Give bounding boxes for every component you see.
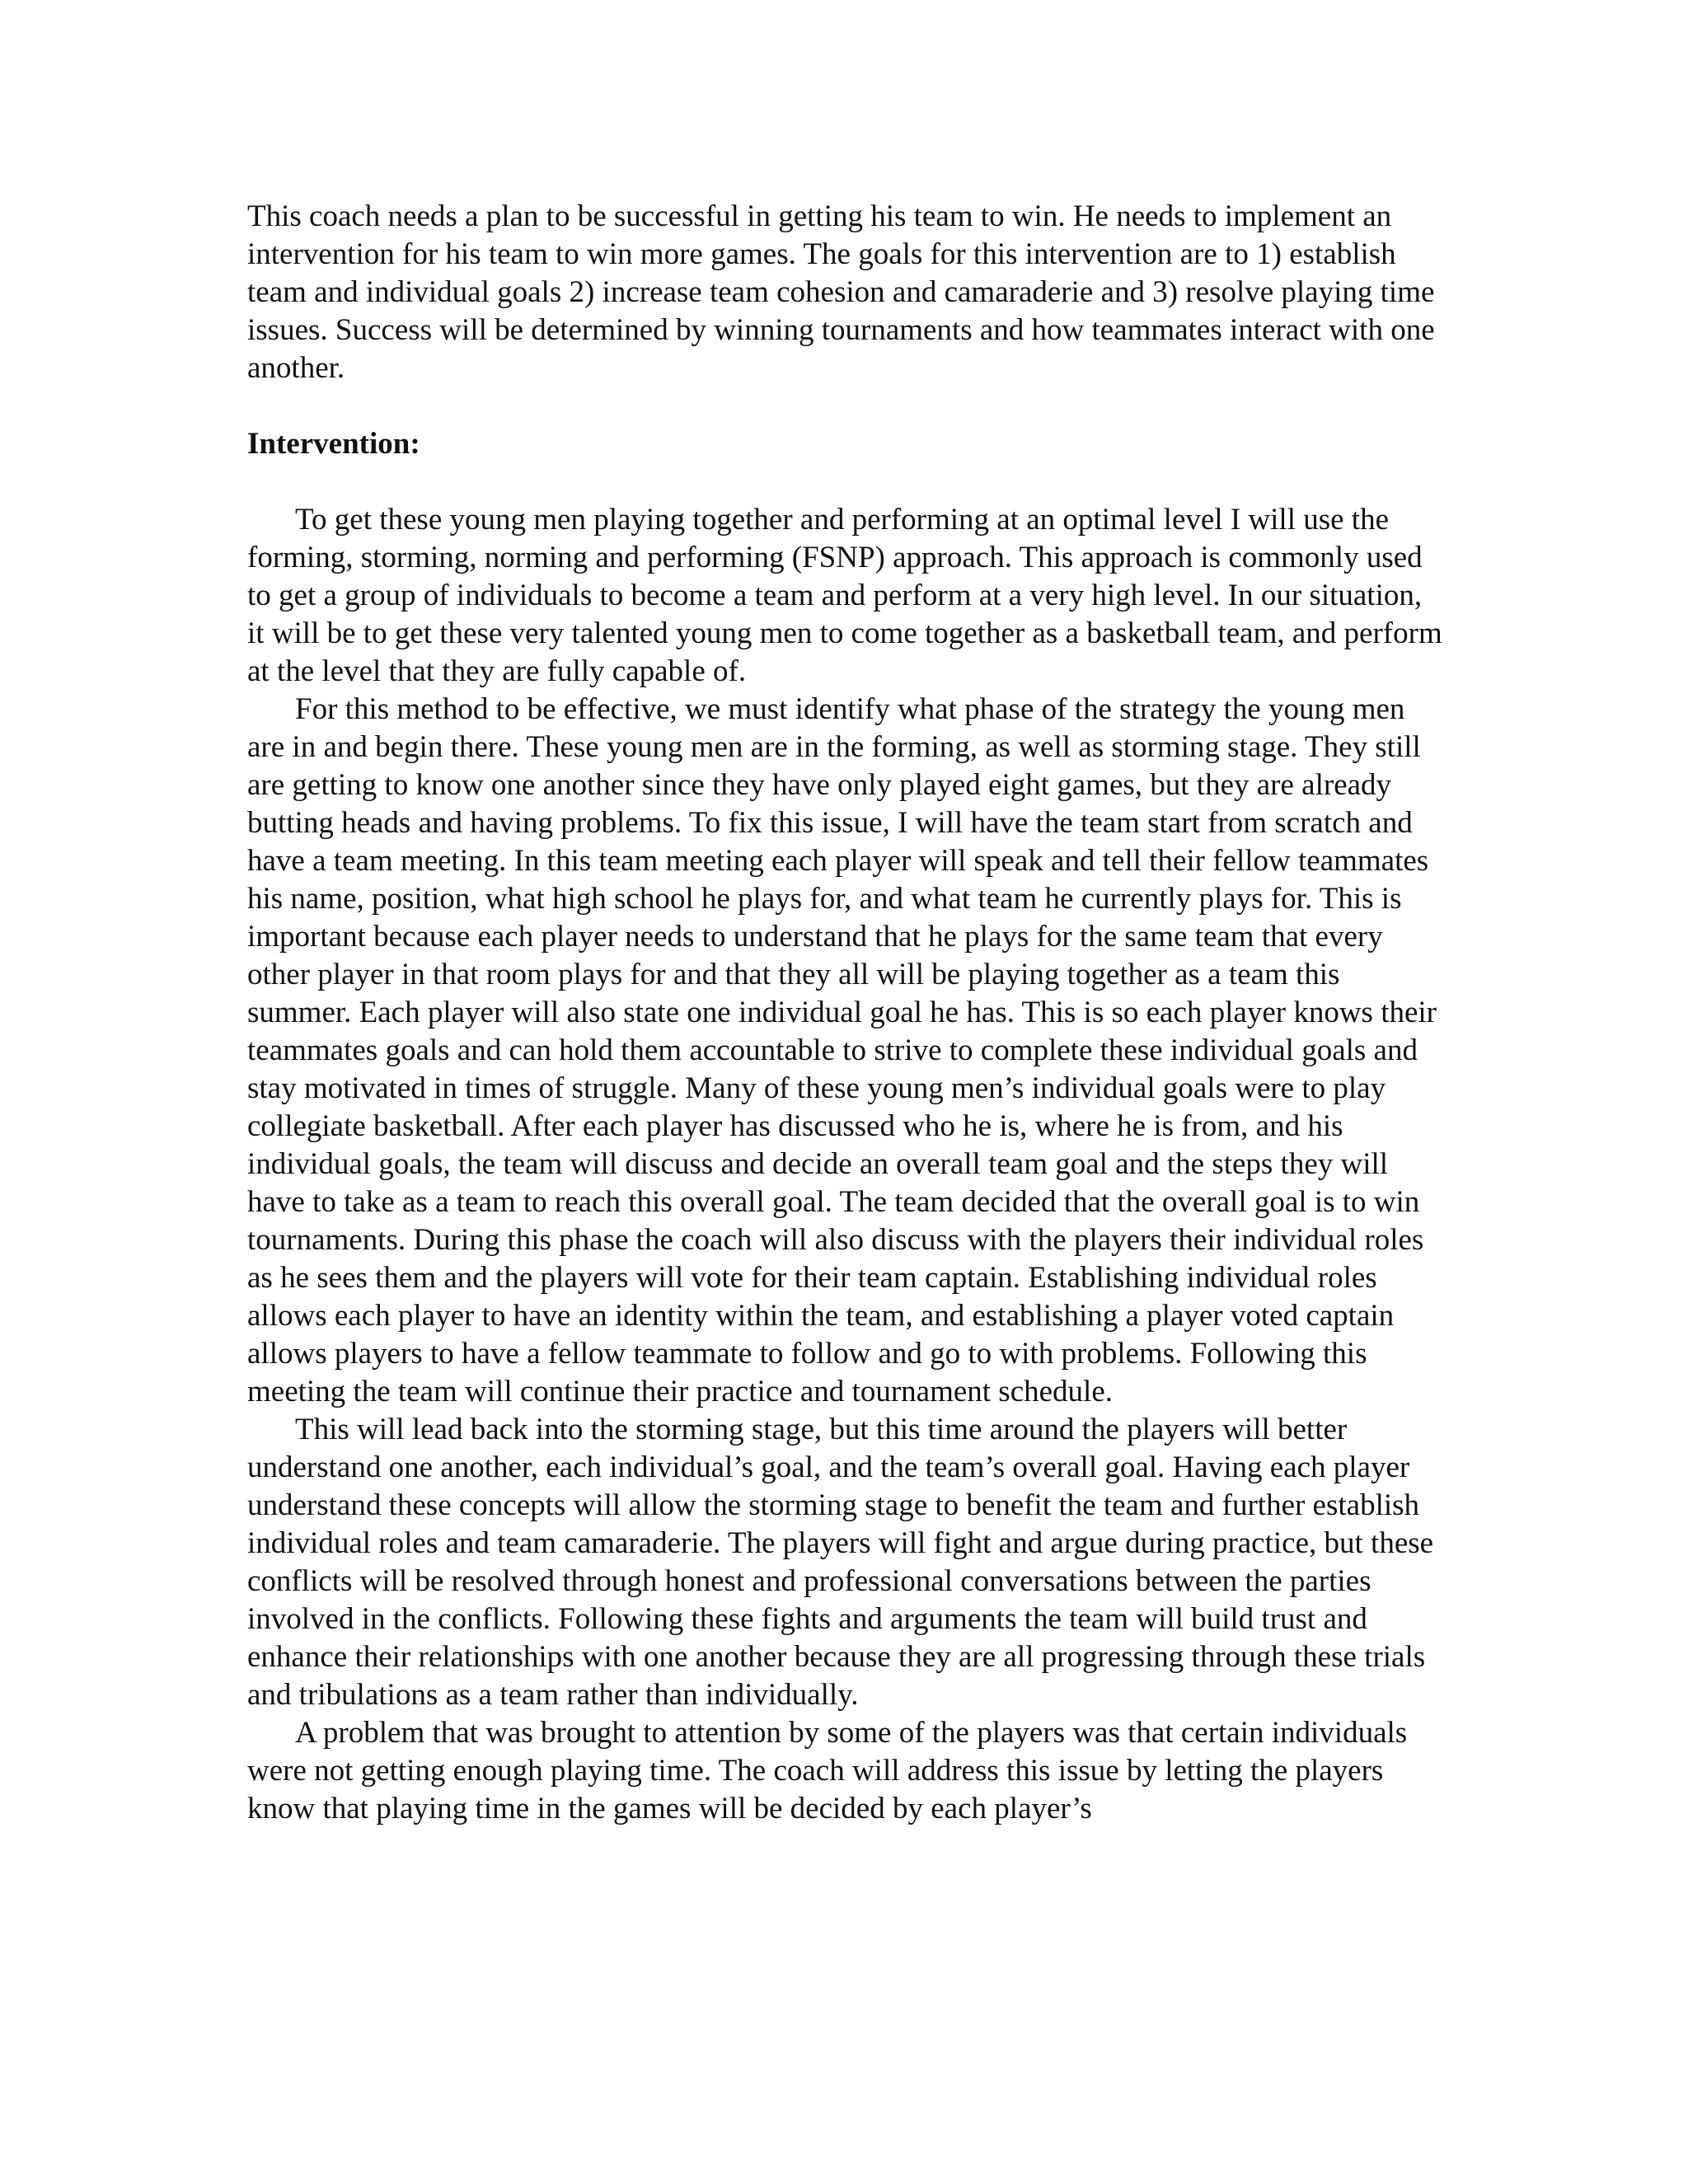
intro-paragraph: This coach needs a plan to be successful in getting his team to win. He needs to implement an intervention for his team to win more games. The goals for this intervention are to 1) establish team and individual goals 2) increase team cohesion and camaraderie and 3) resolve playing time issues. Success will be determined by winning tournaments and how teammates interact with one another. (247, 199, 1435, 385)
body-paragraph-1: To get these young men playing together and performing at an optimal level I will use the forming, storming, norming and performing (FSNP) approach. This approach is commonly used to get a group of individuals to become a team and perform at a very high level. In our situation, it will be to get these very talented young men to come together as a basketball team, and perform at the level that they are fully capable of. (247, 503, 1442, 688)
body-paragraph-3: This will lead back into the storming stage, but this time around the players will better understand one another, each individual’s goal, and the team’s overall goal. Having each player understand these concepts will allow the storming stage to benefit the team and further establish individual roles and team camaraderie. The players will fight and argue during practice, but these conflicts will be resolved through honest and professional conversations between the parties involved in the conflicts. Following these fights and arguments the team will build trust and enhance their relationships with one another because they are all progressing through these trials and tribulations as a team rather than individually. (247, 1413, 1434, 1712)
body-paragraph-4: A problem that was brought to attention by some of the players was that certain individuals were not getting enough playing time. The coach will address this issue by letting the players know that playing time in the games will be decided by each player’s (247, 1716, 1408, 1825)
body-paragraph-2: For this method to be effective, we must identify what phase of the strategy the young men are in and begin there. These young men are in the forming, as well as storming stage. They still are getting to know one another since they have only played eight games, but they are already butting heads and having problems. To fix this issue, I will have the team start from scratch and have a team meeting. In this team meeting each player will speak and tell their fellow teammates his name, position, what high school he plays for, and what team he currently plays for. This is important because each player needs to understand that he plays for the same team that every other player in that room plays for and that they all will be playing together as a team this summer. Each player will also state one individual goal he has. This is so each player knows their teammates goals and can hold them accountable to strive to complete these individual goals and stay motivated in times of struggle. Many of these young men’s individual goals were to play collegiate basketball. After each player has discussed who he is, where he is from, and his individual goals, the team will discuss and decide an overall team goal and the steps they will have to take as a team to reach this overall goal. The team decided that the overall goal is to win tournaments. During this phase the coach will also discuss with the players their individual roles as he sees them and the players will vote for their team captain. Establishing individual roles allows each player to have an identity within the team, and establishing a player voted captain allows players to have a fellow teammate to follow and go to with problems. Following this meeting the team will continue their practice and tournament schedule. (247, 692, 1437, 1408)
document-body (247, 198, 1442, 1828)
section-heading: Intervention: (247, 427, 420, 461)
